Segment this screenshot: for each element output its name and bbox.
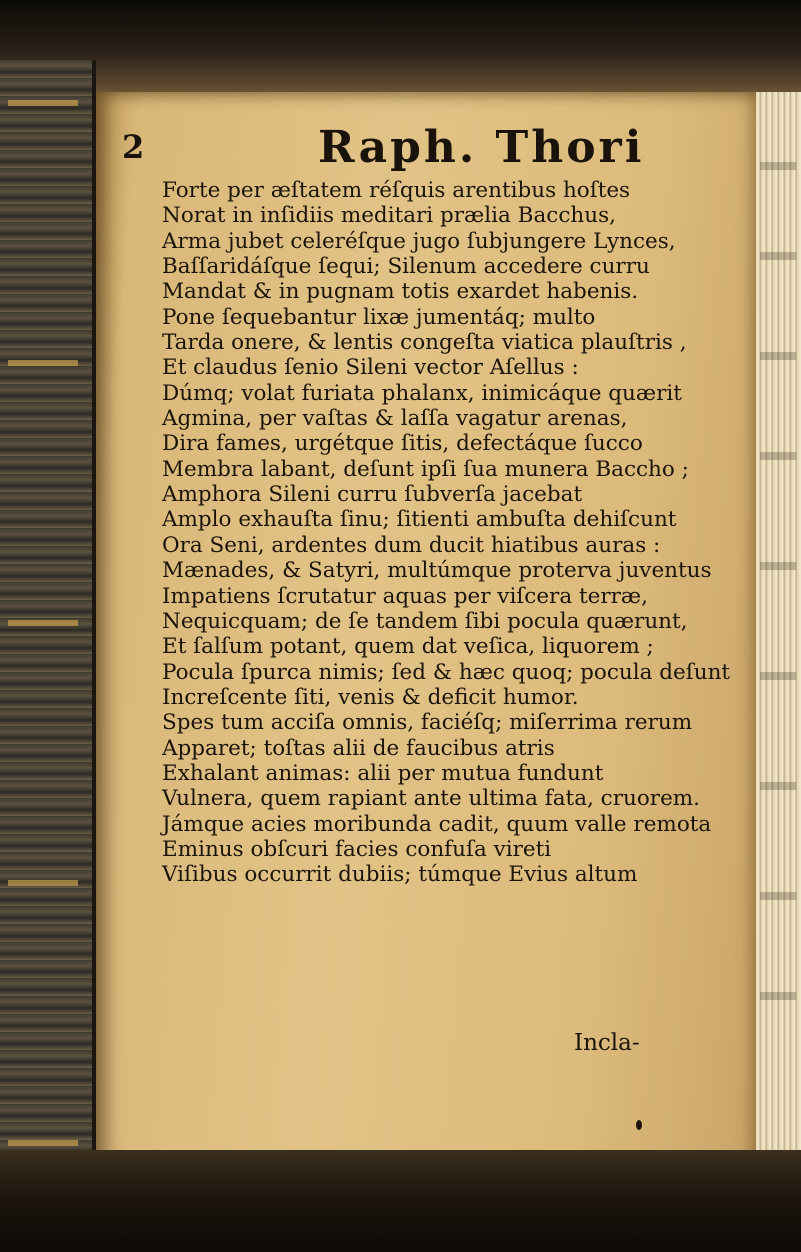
spine-band: [8, 880, 78, 886]
verse-line: Baſſaridáſque ſequi; Silenum accedere curru: [162, 254, 650, 280]
verse-line: Et claudus ſenio Sileni vector Aſellus :: [162, 355, 579, 381]
spine-band: [8, 100, 78, 106]
poem-text: [162, 178, 752, 888]
verse-line: Pone ſequebantur lixæ jumentáq; multo: [162, 304, 596, 330]
verse-line: Amphora Sileni curru ſubverſa jacebat: [162, 482, 583, 508]
verse-line: Pocula ſpurca nimis; ſed & hæc quoq; pocula deſunt: [162, 659, 731, 685]
verse-line: Nequicquam; de ſe tandem ſibi pocula quærunt,: [162, 608, 688, 634]
verse-line: Impatiens ſcrutatur aquas per viſcera terræ,: [162, 583, 648, 609]
verse-line: Norat in inſidiis meditari prælia Bacchus,: [162, 203, 616, 229]
spine-band: [8, 360, 78, 366]
ink-speck: [636, 1120, 642, 1130]
verse-line: Apparet; toſtas alii de faucibus atris: [162, 735, 555, 761]
verse-line: Eminus obſcuri facies confuſa vireti: [162, 836, 552, 862]
verse-line: Increſcente ſiti, venis & deficit humor.: [162, 684, 579, 710]
page-header: [122, 122, 682, 172]
verse-line: Arma jubet celeréſque jugo ſubjungere Lynces,: [162, 228, 676, 254]
verse-line: Dira fames, urgétque ſitis, defectáque ſucco: [162, 431, 643, 457]
adjacent-page-edges: [756, 92, 801, 1172]
verse-line: Amplo exhauſta ſinu; ſitienti ambuſta dehiſcunt: [162, 507, 677, 533]
verse-line: Et ſalſum potant, quem dat veſica, liquorem ;: [162, 634, 654, 660]
book-spine: [0, 60, 96, 1180]
catchword: Incla-: [574, 1030, 640, 1056]
verse-line: Jámque acies moribunda cadit, quum valle remota: [162, 811, 712, 837]
verse-line: Vulnera, quem rapiant ante ultima fata, cruorem.: [162, 786, 701, 812]
verse-line: Exhalant animas: alii per mutua fundunt: [162, 760, 604, 786]
verse-line: Spes tum acciſa omnis, faciéſq; miſerrima rerum: [162, 710, 693, 736]
verse-line: Tarda onere, & lentis congeſta viatica plauſtris ,: [162, 330, 687, 356]
verse-line: Viſibus occurrit dubiis; túmque Evius altum: [162, 862, 638, 888]
verse-line: Mandat & in pugnam totis exardet habenis.: [162, 279, 639, 305]
book-top-edge: [0, 0, 801, 95]
spine-band: [8, 1140, 78, 1146]
verse-line: Membra labant, deſunt ipſi ſua munera Baccho ;: [162, 456, 689, 482]
verse-line: Ora Seni, ardentes dum ducit hiatibus auras :: [162, 532, 661, 558]
running-head: Raph. Thori: [318, 122, 645, 173]
verse-line: Forte per æſtatem réſquis arentibus hoſtes: [162, 178, 631, 203]
verse-line: Mænades, & Satyri, multúmque proterva juventus: [162, 558, 712, 584]
spine-band: [8, 620, 78, 626]
book-bottom-edge: [0, 1150, 801, 1252]
page-number: 2: [122, 128, 145, 166]
verse-line: Agmina, per vaſtas & laſſa vagatur arenas,: [162, 406, 628, 432]
verse-line: Dúmq; volat furiata phalanx, inimicáque quærit: [162, 380, 682, 406]
